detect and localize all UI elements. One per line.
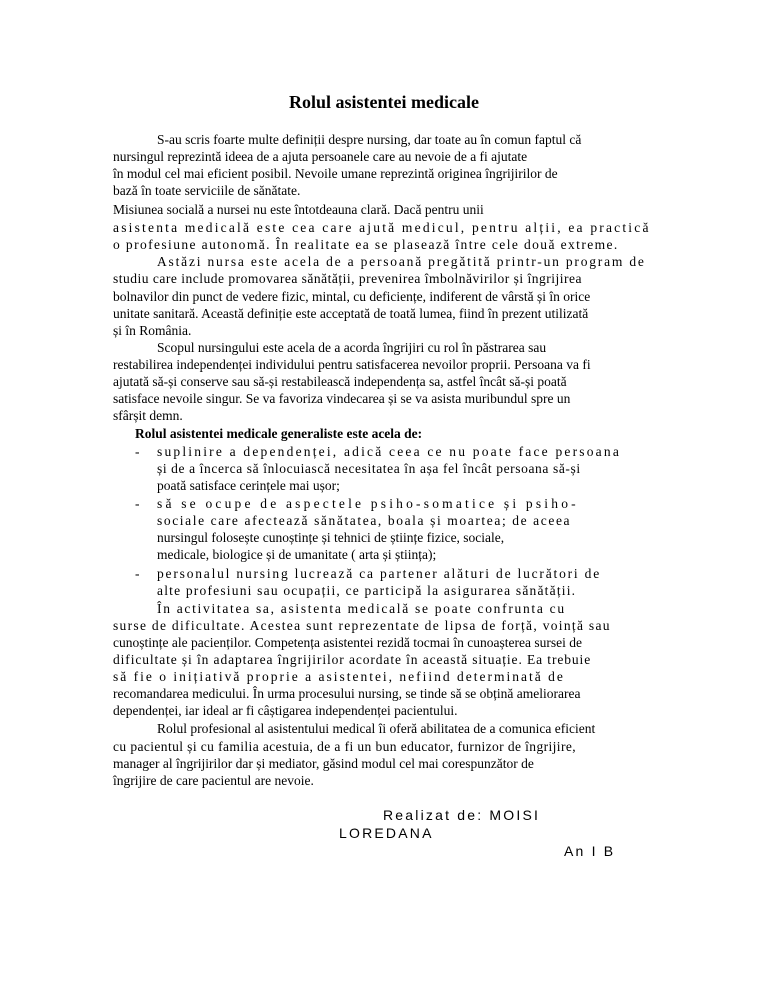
paragraph-line: Misiunea socială a nursei nu este întotdeauna clară. Dacă pentru unii	[113, 202, 484, 217]
paragraph-line: o profesiune autonomă. În realitate ea se plasează între cele două extreme.	[113, 237, 619, 252]
paragraph-line: dependenței, iar ideal ar fi câștigarea independenței pacientului.	[113, 703, 458, 718]
paragraph-line: sfârșit demn.	[113, 408, 183, 423]
paragraph-line: ajutată să-și conserve sau să-și restabilească independența sa, astfel încât să-și poată	[113, 374, 567, 389]
paragraph-line: satisface nevoile singur. Se va favoriza vindecarea și se va asista muribundul spre un	[113, 391, 571, 406]
bullet-line: medicale, biologice și de umanitate ( arta și știința);	[157, 547, 437, 562]
paragraph-line: să fie o inițiativă proprie a asistentei, nefiind determinată de	[113, 669, 565, 684]
paragraph-line: surse de dificultate. Acestea sunt reprezentate de lipsa de forță, voință sau	[113, 618, 611, 633]
paragraph-line: manager al îngrijirilor dar și mediator, găsind modul cel mai corespunzător de	[113, 756, 534, 771]
paragraph-line: îngrijire de care pacientul are nevoie.	[113, 773, 314, 788]
bullet-line: nursingul folosește cunoștințe și tehnici de științe fizice, sociale,	[157, 530, 505, 545]
paragraph-line: restabilirea independenței individului pentru satisfacerea nevoilor proprii. Persoana va fi	[113, 357, 591, 372]
paragraph-line: S-au scris foarte multe definiții despre nursing, dar toate au în comun faptul că	[157, 132, 582, 147]
paragraph-line: cu pacientul și cu familia acestuia, de a fi un bun educator, furnizor de îngrijire,	[113, 739, 577, 754]
paragraph-line: asistenta medicală este cea care ajută medicul, pentru alții, ea practică	[113, 220, 651, 235]
bullet-line: să se ocupe de aspectele psiho-somatice și psiho-	[157, 496, 579, 511]
paragraph-line: nursingul reprezintă ideea de a ajuta persoanele care au nevoie de a fi ajutate	[113, 149, 528, 164]
signature-year: An I B	[564, 843, 616, 859]
paragraph-line: unitate sanitară. Această definiție este acceptată de toată lumea, fiind în prezent utilizată	[113, 306, 589, 321]
paragraph-line: studiu care include promovarea sănătății, prevenirea îmbolnăvirilor și îngrijirea	[113, 271, 582, 286]
paragraph-line: bază în toate serviciile de sănătate.	[113, 183, 301, 198]
bullet-line: alte profesiuni sau ocupații, ce participă la asigurarea sănătății.	[157, 583, 577, 598]
paragraph-line: dificultate și în adaptarea îngrijirilor acordate în această situație. Ea trebuie	[113, 652, 592, 667]
bullet-line: suplinire a dependenței, adică ceea ce nu poate face persoana	[157, 444, 622, 459]
bullet-line: și de a încerca să înlocuiască necesitatea în așa fel încât persoana să-și	[157, 461, 581, 476]
paragraph-line: bolnavilor din punct de vedere fizic, mintal, cu deficiențe, indiferent de vârstă și în orice	[113, 289, 591, 304]
paragraph-line: Scopul nursingului este acela de a acorda îngrijiri cu rol în păstrarea sau	[157, 340, 547, 355]
bullet-line: poată satisface cerințele mai ușor;	[157, 478, 340, 493]
document-title: Rolul asistentei medicale	[289, 92, 479, 112]
paragraph-line: și în România.	[113, 323, 192, 338]
section-heading: Rolul asistentei medicale generaliste este acela de:	[135, 426, 423, 441]
paragraph-line: cunoștințe ale pacienților. Competența asistentei rezidă tocmai în cunoașterea sursei de	[113, 635, 582, 650]
paragraph-line: În activitatea sa, asistenta medicală se poate confrunta cu	[157, 601, 566, 616]
bullet-dash: -	[135, 444, 140, 459]
paragraph-line: Astăzi nursa este acela de a persoană pregătită printr-un program de	[157, 254, 646, 269]
signature-name: LOREDANA	[339, 825, 434, 841]
paragraph-line: Rolul profesional al asistentului medical îi oferă abilitatea de a comunica eficient	[157, 721, 596, 736]
bullet-dash: -	[135, 496, 140, 511]
bullet-line: sociale care afectează sănătatea, boala și moartea; de aceea	[157, 513, 572, 528]
paragraph-line: în modul cel mai eficient posibil. Nevoile umane reprezintă originea îngrijirilor de	[113, 166, 558, 181]
paragraph-line: recomandarea medicului. În urma procesului nursing, se tinde să se obțină ameliorarea	[113, 686, 581, 701]
bullet-dash: -	[135, 566, 140, 581]
signature-author: Realizat de: MOISI	[383, 807, 541, 823]
bullet-line: personalul nursing lucrează ca partener alături de lucrători de	[157, 566, 601, 581]
